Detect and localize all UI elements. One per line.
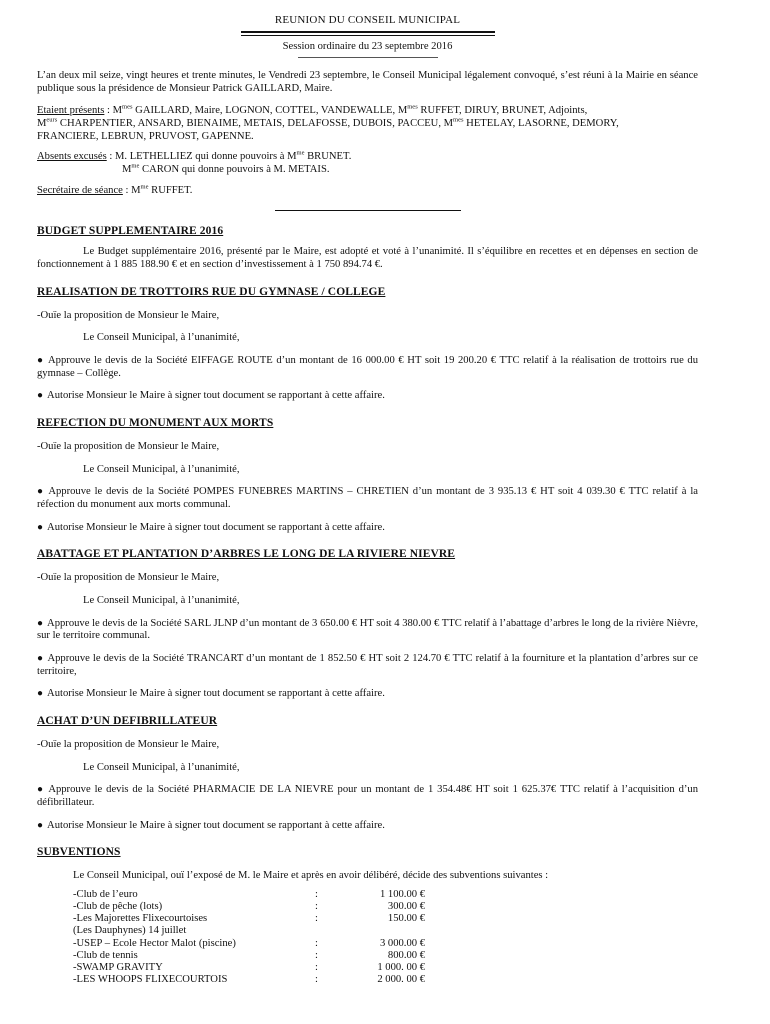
subvention-name: -Club de tennis — [73, 949, 138, 961]
defibrillateur-bullet-1: ● Approuve le devis de la Société PHARMACIE DE LA NIEVRE pour un montant de 1 354.48€ HT soit 1 625.37€ TTC relatif à l’acquisition d’un défibrillateur. — [37, 784, 698, 809]
secretaire-text: : M — [122, 184, 141, 196]
section-title-monument: REFECTION DU MONUMENT AUX MORTS — [37, 417, 274, 430]
subvention-row — [73, 938, 425, 950]
subvention-name: -LES WHOOPS FLIXECOURTOIS — [73, 974, 228, 986]
section-title-budget: BUDGET SUPPLEMENTAIRE 2016 — [37, 224, 224, 237]
subvention-colon: : — [315, 937, 318, 949]
subvention-colon — [315, 925, 365, 937]
secretaire-label: Secrétaire de séance — [37, 184, 123, 196]
separator-rule — [275, 210, 461, 211]
absents-text: CARON qui donne pouvoirs à M. METAIS. — [139, 164, 330, 176]
presents-text: HETELAY, LASORNE, DEMORY, — [463, 118, 619, 129]
presents-label: Etaient présents — [37, 105, 105, 117]
subvention-name: -Club de pêche (lots) — [73, 901, 163, 913]
section-title-abattage: ABATTAGE ET PLANTATION D’ARBRES LE LONG DE LA RIVIERE NIEVRE — [37, 548, 456, 561]
presents-text: RUFFET, DIRUY, BRUNET, Adjoints, — [417, 105, 588, 117]
sup: me — [296, 149, 305, 157]
section-title-defibrillateur: ACHAT D’UN DEFIBRILLATEUR — [37, 715, 218, 728]
subventions-table — [73, 889, 425, 986]
monument-bullet-1: ● Approuve le devis de la Société POMPES FUNEBRES MARTINS – CHRETIEN d’un montant de 3 935.13 € HT soit 4 039.30 € TTC relatif à la réfection du monument aux morts communal. — [37, 486, 698, 511]
abattage-conseil: Le Conseil Municipal, à l’unanimité, — [83, 594, 240, 606]
subvention-amount: 150.00 € — [387, 913, 425, 925]
subvention-row — [73, 974, 425, 986]
abattage-bullet-1: ● Approuve le devis de la Société SARL JLNP d’un montant de 3 650.00 € HT soit 4 380.00 € TTC relatif à l’abattage d’arbres le long de la rivière Nièvre, sur le territoire communal. — [37, 618, 698, 643]
subvention-amount — [365, 925, 425, 937]
document-page — [37, 14, 698, 986]
session-subtitle: Session ordinaire du 23 septembre 2016 — [282, 41, 453, 53]
presents-text: M — [37, 118, 47, 129]
presents-text: CHARPENTIER, ANSARD, BIENAIME, METAIS, DELAFOSSE, DUBOIS, PACCEU, M — [57, 118, 454, 129]
monument-conseil: Le Conseil Municipal, à l’unanimité, — [83, 463, 240, 475]
subvention-amount: 3 000.00 € — [379, 937, 425, 949]
sup: me — [140, 183, 149, 191]
subvention-amount: 1 000. 00 € — [377, 961, 425, 973]
absents-text: : M. LETHELLIEZ qui donne pouvoirs à M — [106, 151, 297, 163]
title-double-rule — [241, 31, 495, 36]
budget-text: Le Budget supplémentaire 2016, présenté par le Maire, est adopté et voté à l’unanimité. Il s’équilibre en recettes et en dépenses en section de fonctionnement à 1 885 188.90 € et en section d’investissement à 1 750 894.74 €. — [37, 246, 698, 271]
subvention-name: -USEP – Ecole Hector Malot (piscine) — [73, 937, 236, 949]
subvention-colon: : — [315, 949, 318, 961]
sup: mes — [453, 116, 464, 124]
subvention-amount: 2 000. 00 € — [377, 974, 425, 986]
abattage-bullet-2: ● Approuve le devis de la Société TRANCART d’un montant de 1 852.50 € HT soit 2 124.70 € TTC relatif à la fourniture et la plantation d’arbres sur ce territoire, — [37, 653, 698, 678]
monument-bullet-2: ● Autorise Monsieur le Maire à signer tout document se rapportant à cette affaire. — [37, 522, 698, 535]
subvention-row — [73, 962, 425, 974]
trottoirs-oui: -Ouïe la proposition de Monsieur le Maire, — [37, 309, 220, 321]
trottoirs-conseil: Le Conseil Municipal, à l’unanimité, — [83, 332, 240, 344]
absents-label: Absents excusés — [37, 151, 107, 163]
presents-paragraph — [37, 105, 698, 143]
monument-oui: -Ouïe la proposition de Monsieur le Maire, — [37, 440, 220, 452]
subvention-colon: : — [315, 901, 318, 913]
absents-line-2 — [37, 164, 698, 177]
subvention-name: -Club de l’euro — [73, 888, 138, 900]
absents-text: BRUNET. — [304, 151, 352, 163]
presents-text: GAILLARD, Maire, LOGNON, COTTEL, VANDEWALLE, M — [132, 105, 408, 117]
defibrillateur-oui: -Ouïe la proposition de Monsieur le Maire, — [37, 738, 220, 750]
subvention-colon: : — [315, 974, 318, 986]
subvention-name: -SWAMP GRAVITY — [73, 961, 163, 973]
subvention-colon: : — [315, 961, 318, 973]
subvention-amount: 1 100.00 € — [379, 888, 425, 900]
subvention-row — [73, 913, 425, 925]
subvention-name: -Les Majorettes Flixecourtoises — [73, 913, 208, 925]
abattage-oui: -Ouïe la proposition de Monsieur le Maire, — [37, 572, 220, 584]
document-title: REUNION DU CONSEIL MUNICIPAL — [274, 14, 461, 26]
trottoirs-bullet-2: ● Autorise Monsieur le Maire à signer tout document se rapportant à cette affaire. — [37, 390, 698, 403]
abattage-bullet-3: ● Autorise Monsieur le Maire à signer tout document se rapportant à cette affaire. — [37, 688, 698, 701]
subventions-intro: Le Conseil Municipal, ouï l’exposé de M. le Maire et après en avoir délibéré, décide des subventions suivantes : — [73, 870, 549, 882]
section-title-subventions: SUBVENTIONS — [37, 846, 121, 859]
defibrillateur-conseil: Le Conseil Municipal, à l’unanimité, — [83, 761, 240, 773]
absents-text: M — [122, 164, 132, 176]
secretaire-text: RUFFET. — [148, 184, 193, 196]
trottoirs-bullet-1: ● Approuve le devis de la Société EIFFAGE ROUTE d’un montant de 16 000.00 € HT soit 19 200.20 € TTC relatif à la réalisation de trottoirs rue du gymnase – Collège. — [37, 355, 698, 380]
subvention-row — [73, 950, 425, 962]
intro-paragraph: L’an deux mil seize, vingt heures et trente minutes, le Vendredi 23 septembre, le Conseil Municipal légalement convoqué, s’est réuni à la Mairie en séance publique sous la présidence de Monsieur Patrick GAILLARD, Maire. — [37, 69, 698, 94]
defibrillateur-bullet-2: ● Autorise Monsieur le Maire à signer tout document se rapportant à cette affaire. — [37, 820, 698, 833]
subvention-colon: : — [315, 913, 318, 925]
presents-text: FRANCIERE, LEBRUN, PRUVOST, GAPENNE. — [37, 130, 254, 142]
subvention-row — [73, 901, 425, 913]
sup: me — [131, 162, 140, 170]
presents-text: : M — [104, 105, 123, 117]
section-title-trottoirs: REALISATION DE TROTTOIRS RUE DU GYMNASE / COLLEGE — [37, 285, 386, 298]
subvention-amount: 800.00 € — [387, 949, 425, 961]
secretaire-paragraph — [37, 185, 698, 198]
session-underline — [298, 57, 438, 58]
subvention-row — [73, 889, 425, 901]
subvention-colon: : — [315, 888, 318, 900]
sup: mes — [122, 103, 133, 111]
subvention-amount: 300.00 € — [387, 901, 425, 913]
subvention-row — [73, 925, 425, 937]
subventions-rows — [73, 889, 425, 986]
sup: mes — [407, 103, 418, 111]
sup: eurs — [46, 116, 58, 124]
subvention-name: (Les Dauphynes) 14 juillet — [73, 925, 187, 937]
